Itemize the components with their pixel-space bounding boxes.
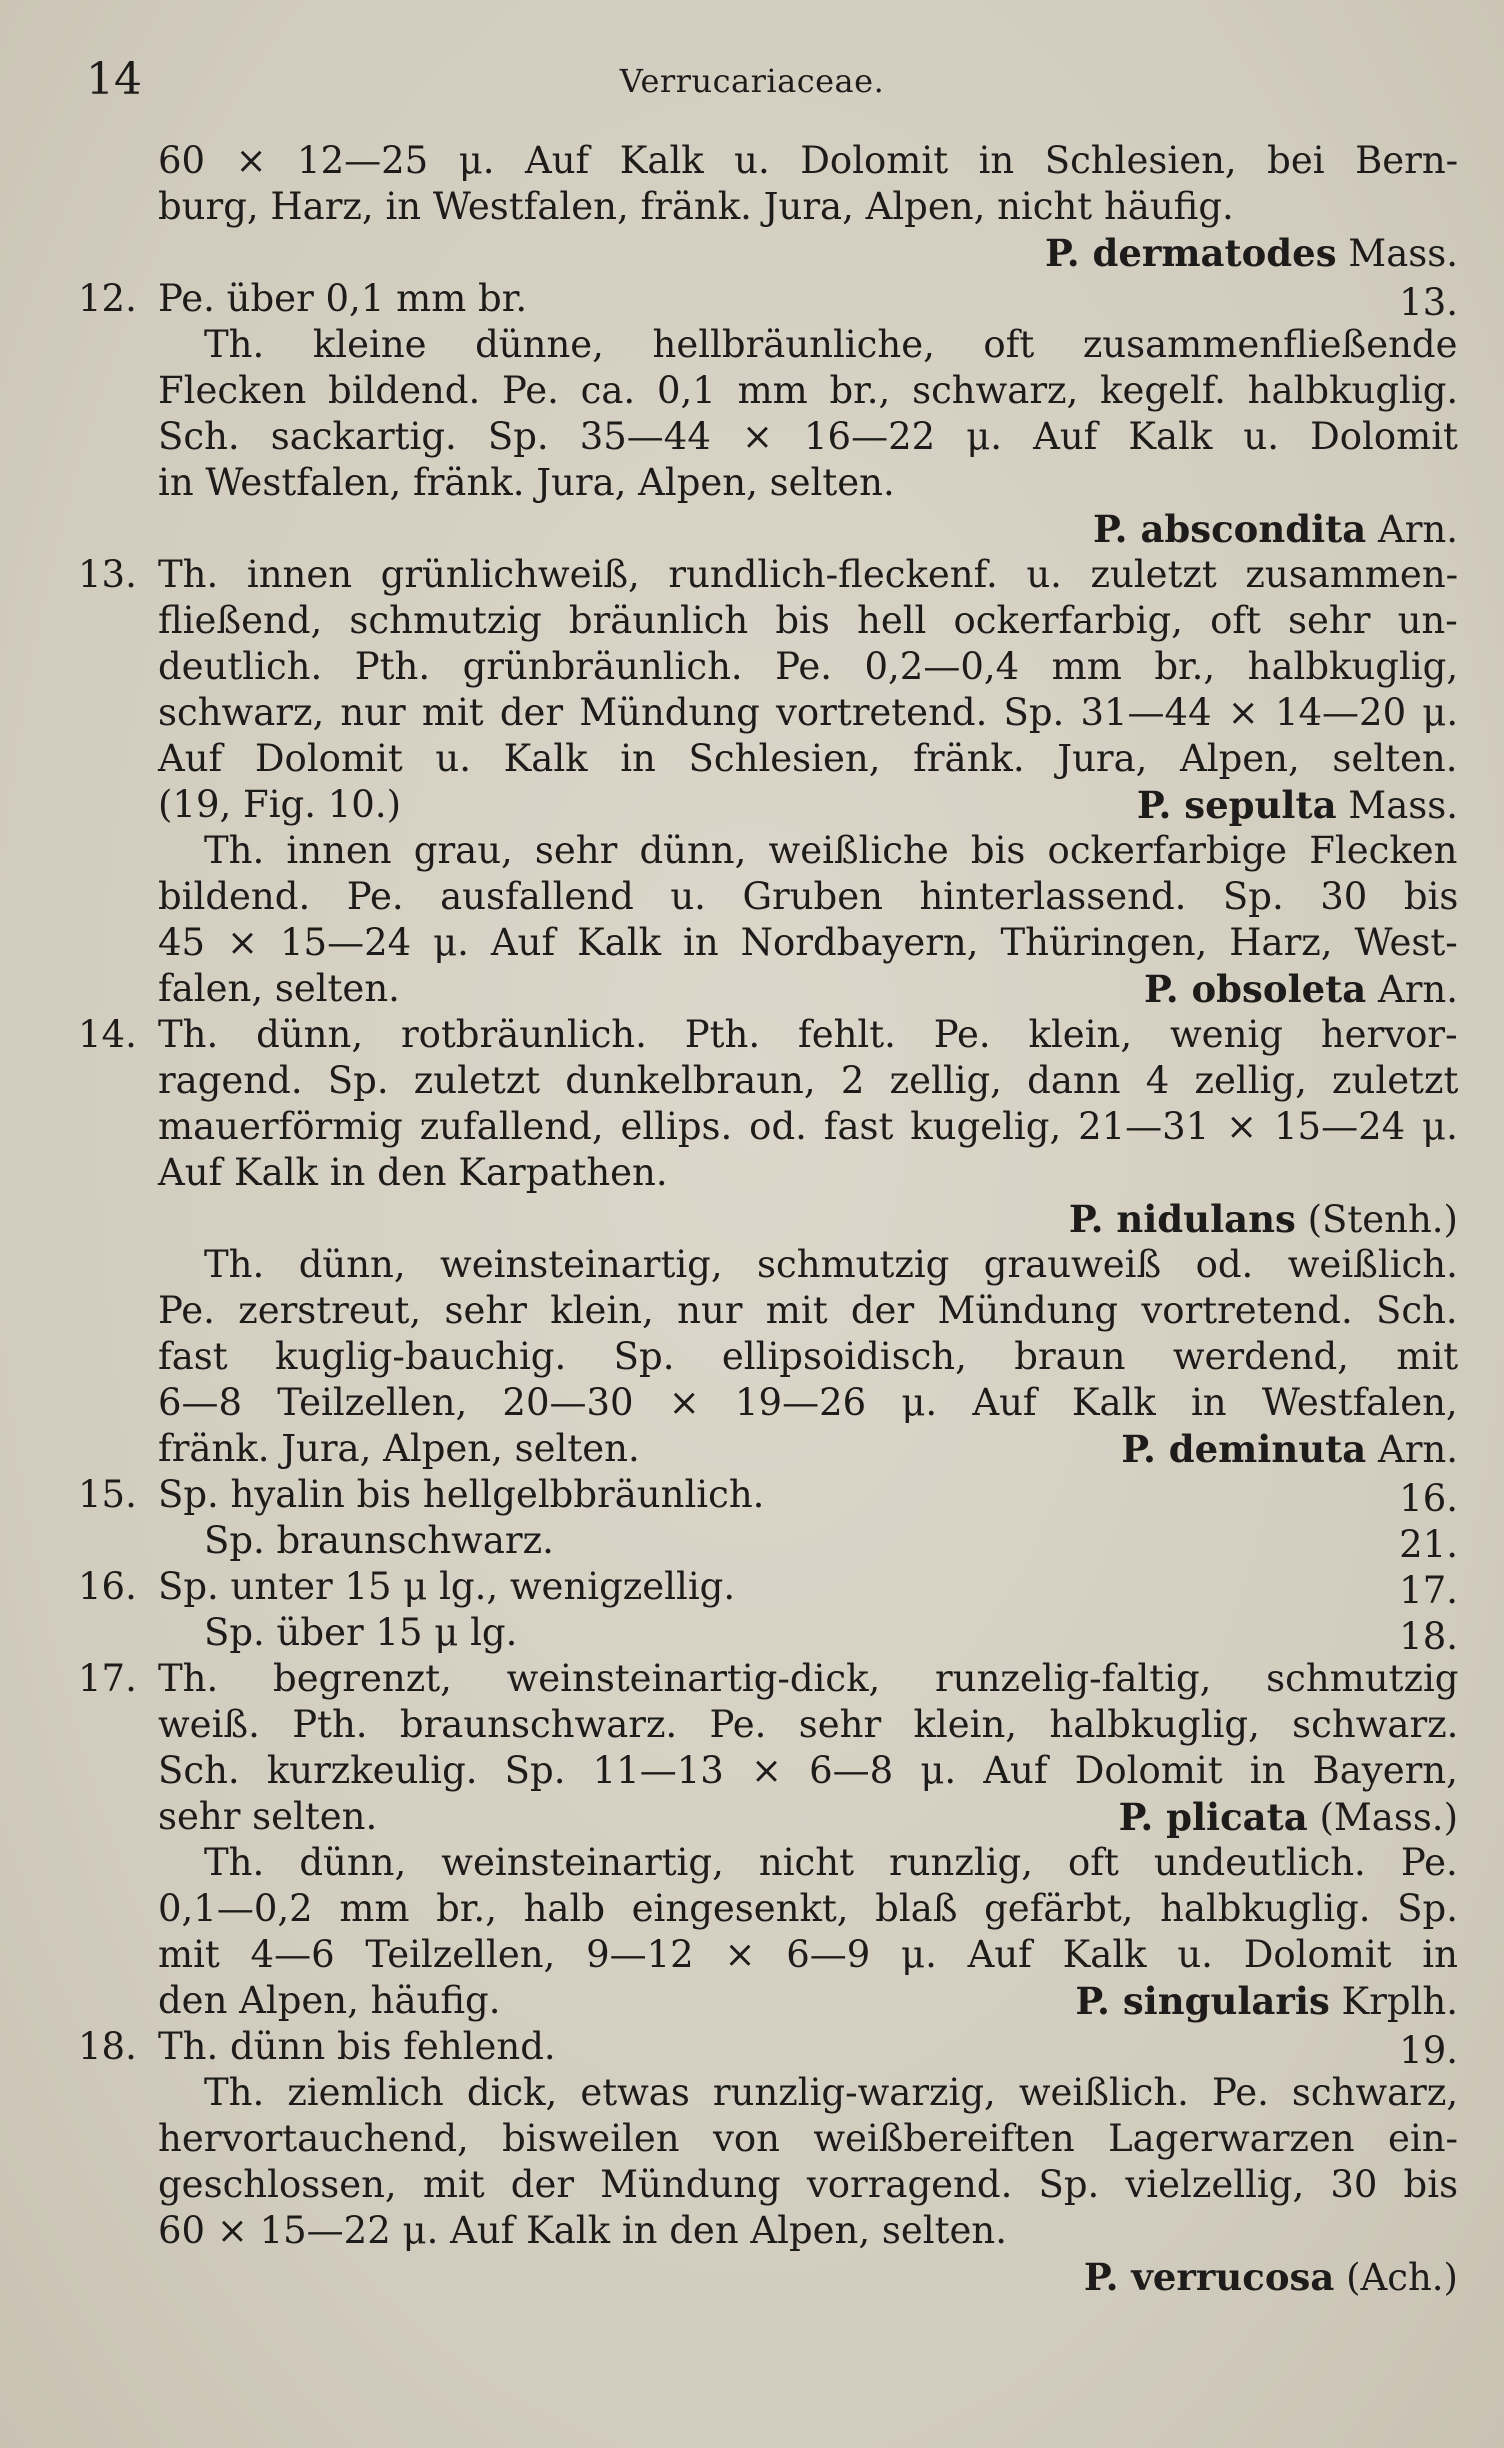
species-authority: (Stenh.) [1295,1198,1458,1241]
text-line [78,138,1458,184]
species-authority: Arn. [1366,508,1458,551]
couplet-reference: 13. [1399,281,1458,324]
species-authority: (Mass.) [1307,1796,1458,1839]
text-line [78,1242,1458,1288]
line-text: Th. innen grau, sehr dünn, weißliche bis ockerfarbige Flecken [204,829,1458,872]
line-text: Sp. braunschwarz. [204,1519,554,1562]
species-binomial: P. sepulta [1136,783,1337,827]
species-name [1045,230,1458,277]
line-text: in Westfalen, fränk. Jura, Alpen, selten. [158,461,895,504]
species-authority: Mass. [1336,784,1458,827]
text-line [78,322,1458,368]
line-text: Th. dünn, weinsteinartig, nicht runzlig, oft undeutlich. Pe. [204,1841,1458,1884]
species-name [1069,1196,1458,1243]
line-text: 0,1—0,2 mm br., halb eingesenkt, blaß gefärbt, halbkuglig. Sp. [158,1887,1458,1930]
line-text: 6—8 Teilzellen, 20—30 × 19—26 μ. Auf Kalk in Westfalen, [158,1381,1458,1424]
couplet-reference: 17. [1399,1569,1458,1612]
line-text: schwarz, nur mit der Mündung vortretend. Sp. 31—44 × 14—20 μ. [158,691,1459,734]
text-line [78,690,1458,736]
text-line [78,2254,1458,2300]
text-line [78,506,1458,552]
text-line [78,1104,1458,1150]
text-line [78,736,1458,782]
line-text: Flecken bildend. Pe. ca. 0,1 mm br., schwarz, kegelf. halbkuglig. [158,369,1459,412]
couplet-number: 18. [78,2025,137,2068]
species-authority: Mass. [1336,232,1458,275]
text-line [78,1610,1458,1656]
text-line [78,1288,1458,1334]
line-text: Auf Dolomit u. Kalk in Schlesien, fränk. Jura, Alpen, selten. [158,737,1458,780]
species-binomial: P. plicata [1118,1795,1308,1839]
line-text: Th. begrenzt, weinsteinartig-dick, runzelig-faltig, schmutzig [158,1657,1459,1700]
text-line [78,1380,1458,1426]
line-text: den Alpen, häufig. [158,1979,501,2022]
line-text: Th. innen grünlichweiß, rundlich-fleckenf. u. zuletzt zusammen- [158,553,1459,596]
line-text: Th. ziemlich dick, etwas runzlig-warzig, weißlich. Pe. schwarz, [204,2071,1459,2114]
text-line [78,1886,1458,1932]
line-text: Sp. über 15 μ lg. [204,1611,518,1654]
line-text: mit 4—6 Teilzellen, 9—12 × 6—9 μ. Auf Kalk u. Dolomit in [158,1933,1458,1976]
line-text: weiß. Pth. braunschwarz. Pe. sehr klein, halbkuglig, schwarz. [158,1703,1459,1746]
text-line [78,1150,1458,1196]
species-binomial: P. dermatodes [1045,231,1337,275]
line-text: fließend, schmutzig bräunlich bis hell ockerfarbig, oft sehr un- [158,599,1458,642]
line-text: 60 × 12—25 μ. Auf Kalk u. Dolomit in Schlesien, bei Bern- [158,139,1459,182]
text-line [78,1978,1458,2024]
text-line [78,1334,1458,1380]
species-name [1093,506,1458,553]
text-line [78,644,1458,690]
text-line [78,1058,1458,1104]
line-text: geschlossen, mit der Mündung vorragend. Sp. vielzellig, 30 bis [158,2163,1459,2206]
text-line [78,2208,1458,2254]
line-text: Th. dünn, weinsteinartig, schmutzig grauweiß od. weißlich. [204,1243,1458,1286]
line-text: hervortauchend, bisweilen von weißbereiften Lagerwarzen ein- [158,2117,1459,2160]
text-line [78,1840,1458,1886]
text-line [78,552,1458,598]
text-line [78,2116,1458,2162]
text-line [78,782,1458,828]
species-name [1075,1978,1458,2025]
text-line [78,920,1458,966]
species-authority: Arn. [1366,968,1458,1011]
couplet-reference: 21. [1399,1523,1458,1566]
species-binomial: P. obsoleta [1144,967,1367,1011]
line-text: Auf Kalk in den Karpathen. [158,1151,668,1194]
line-text: Th. dünn, rotbräunlich. Pth. fehlt. Pe. klein, wenig hervor- [158,1013,1458,1056]
text-line [78,1932,1458,1978]
line-text: Pe. zerstreut, sehr klein, nur mit der Mündung vortretend. Sch. [158,1289,1458,1332]
line-text: deutlich. Pth. grünbräunlich. Pe. 0,2—0,4 mm br., halbkuglig, [158,645,1459,688]
page-number: 14 [86,54,142,105]
line-text: ragend. Sp. zuletzt dunkelbraun, 2 zellig, dann 4 zellig, zuletzt [158,1059,1459,1102]
text-line [78,1748,1458,1794]
line-text: 60 × 15—22 μ. Auf Kalk in den Alpen, selten. [158,2209,1007,2252]
species-authority: (Ach.) [1334,2256,1458,2299]
text-line [78,276,1458,322]
species-binomial: P. nidulans [1068,1197,1296,1241]
line-text: Sp. hyalin bis hellgelbbräunlich. [158,1473,765,1516]
line-text: sehr selten. [158,1795,378,1838]
line-text: Sp. unter 15 μ lg., wenigzellig. [158,1565,736,1608]
species-binomial: P. verrucosa [1083,2255,1335,2299]
text-line [78,1656,1458,1702]
text-line [78,874,1458,920]
couplet-reference: 19. [1399,2029,1458,2072]
text-line [78,2070,1458,2116]
couplet-number: 14. [78,1013,137,1056]
species-name [1137,782,1458,829]
text-line [78,1012,1458,1058]
text-line [78,414,1458,460]
text-line [78,1702,1458,1748]
couplet-number: 13. [78,553,137,596]
couplet-number: 16. [78,1565,137,1608]
species-authority: Krplh. [1329,1980,1458,2023]
couplet-number: 15. [78,1473,137,1516]
line-text: fränk. Jura, Alpen, selten. [158,1427,640,1470]
text-line [78,1564,1458,1610]
species-binomial: P. deminuta [1121,1427,1367,1471]
line-text: Sch. sackartig. Sp. 35—44 × 16—22 μ. Auf Kalk u. Dolomit [158,415,1458,458]
text-line [78,460,1458,506]
text-line [78,1794,1458,1840]
text-line [78,2024,1458,2070]
text-line [78,2162,1458,2208]
text-line [78,368,1458,414]
line-text: burg, Harz, in Westfalen, fränk. Jura, Alpen, nicht häufig. [158,185,1234,228]
text-line [78,1518,1458,1564]
text-line [78,230,1458,276]
line-text: fast kuglig-bauchig. Sp. ellipsoidisch, braun werdend, mit [158,1335,1459,1378]
species-binomial: P. abscondita [1092,507,1367,551]
couplet-reference: 18. [1399,1615,1458,1658]
line-text: (19, Fig. 10.) [158,783,402,826]
text-line [78,598,1458,644]
line-text: Th. kleine dünne, hellbräunliche, oft zusammenfließende [204,323,1458,366]
couplet-number: 12. [78,277,137,320]
text-line [78,1472,1458,1518]
text-line [78,828,1458,874]
species-name [1121,1426,1458,1473]
text-line [78,184,1458,230]
couplet-reference: 16. [1399,1477,1458,1520]
line-text: falen, selten. [158,967,400,1010]
running-head: Verrucariaceae. [619,62,885,100]
text-line [78,1426,1458,1472]
key-text [78,138,1458,2300]
line-text: bildend. Pe. ausfallend u. Gruben hinterlassend. Sp. 30 bis [158,875,1459,918]
species-name [1144,966,1458,1013]
couplet-number: 17. [78,1657,137,1700]
line-text: mauerförmig zufallend, ellips. od. fast kugelig, 21—31 × 15—24 μ. [158,1105,1458,1148]
species-name [1084,2254,1458,2301]
line-text: Th. dünn bis fehlend. [158,2025,556,2068]
text-line [78,1196,1458,1242]
text-line [78,966,1458,1012]
species-name [1119,1794,1458,1841]
line-text: 45 × 15—24 μ. Auf Kalk in Nordbayern, Thüringen, Harz, West- [158,921,1458,964]
line-text: Sch. kurzkeulig. Sp. 11—13 × 6—8 μ. Auf Dolomit in Bayern, [158,1749,1458,1792]
line-text: Pe. über 0,1 mm br. [158,277,528,320]
page-header [0,50,1504,110]
species-binomial: P. singularis [1075,1979,1330,2023]
species-authority: Arn. [1366,1428,1458,1471]
